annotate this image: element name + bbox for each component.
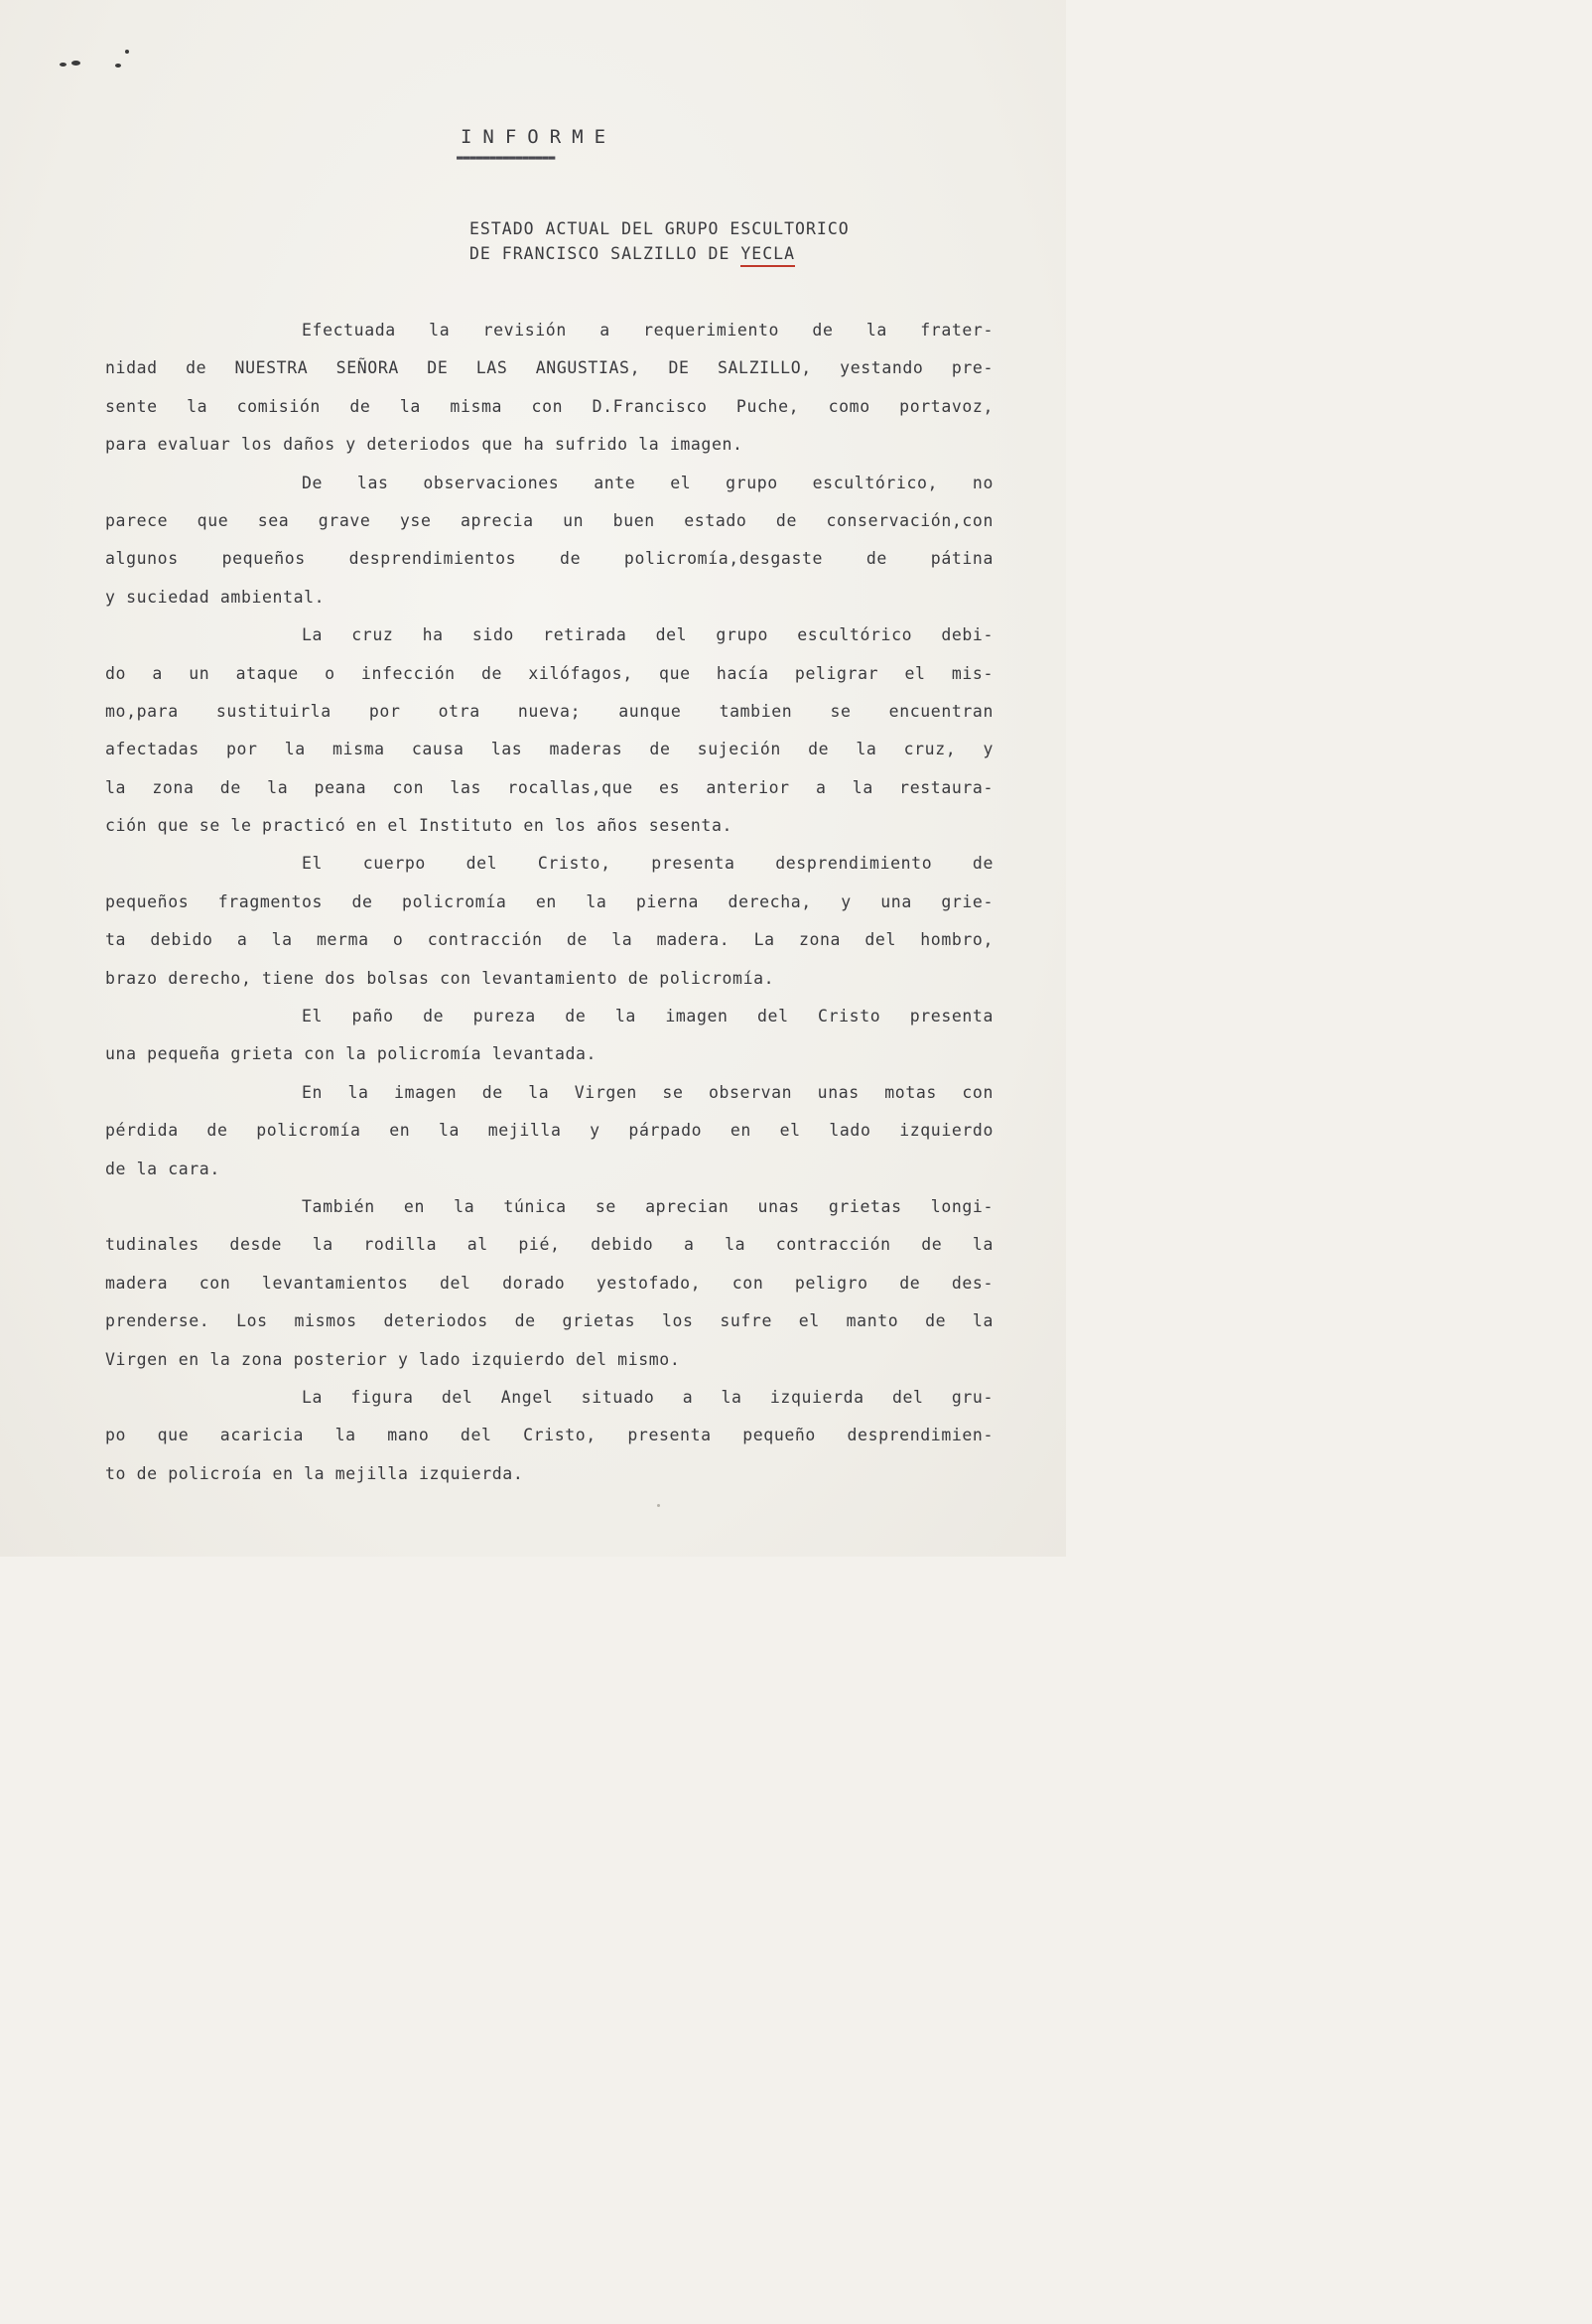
paper-speck <box>657 1504 660 1507</box>
body-line: pérdida de policromía en la mejilla y párpado en el lado izquierdo <box>105 1121 994 1141</box>
body-line: El paño de pureza de la imagen del Cristo presenta <box>302 1007 994 1026</box>
body-line: De las observaciones ante el grupo escultórico, no <box>302 473 994 492</box>
body-line: to de policroía en la mejilla izquierda. <box>105 1463 524 1483</box>
subject-place-underlined: YECLA <box>740 243 795 267</box>
body-line: Efectuada la revisión a requerimiento de la frater- <box>302 321 994 340</box>
subject-line-1: ESTADO ACTUAL DEL GRUPO ESCULTORICO <box>469 219 850 238</box>
document-title: INFORME <box>460 126 617 148</box>
document-page <box>0 0 1066 1557</box>
title-underline: ▬▬▬▬▬▬▬▬▬▬▬▬▬▬▬ <box>457 151 556 164</box>
body-line: y suciedad ambiental. <box>105 587 326 607</box>
body-line: pequeños fragmentos de policromía en la pierna derecha, y una grie- <box>105 891 994 911</box>
report-body <box>105 312 994 1493</box>
body-line: parece que sea grave yse aprecia un buen estado de conservación,con <box>105 510 994 530</box>
body-line: mo,para sustituirla por otra nueva; aunque tambien se encuentran <box>105 701 994 721</box>
subject-heading <box>469 216 850 267</box>
body-line: La figura del Angel situado a la izquierda del gru- <box>302 1387 994 1407</box>
body-line: sente la comisión de la misma con D.Francisco Puche, como portavoz, <box>105 396 994 416</box>
body-line: En la imagen de la Virgen se observan unas motas con <box>302 1082 994 1102</box>
body-line: la zona de la peana con las rocallas,que es anterior a la restaura- <box>105 777 994 797</box>
body-line: ta debido a la merma o contracción de la madera. La zona del hombro, <box>105 930 994 950</box>
subject-line-2-prefix: DE FRANCISCO SALZILLO DE <box>469 244 741 263</box>
body-line: algunos pequeños desprendimientos de policromía,desgaste de pátina <box>105 549 994 569</box>
body-line: do a un ataque o infección de xilófagos, que hacía peligrar el mis- <box>105 663 994 683</box>
body-line: para evaluar los daños y deteriodos que ha sufrido la imagen. <box>105 435 743 455</box>
body-line: prenderse. Los mismos deteriodos de grietas los sufre el manto de la <box>105 1311 994 1331</box>
body-line: Virgen en la zona posterior y lado izquierdo del mismo. <box>105 1349 681 1369</box>
body-line: tudinales desde la rodilla al pié, debido a la contracción de la <box>105 1235 994 1255</box>
body-line: ción que se le practicó en el Instituto en los años sesenta. <box>105 816 733 836</box>
body-line: de la cara. <box>105 1159 220 1178</box>
body-line: También en la túnica se aprecian unas grietas longi- <box>302 1196 994 1216</box>
body-line: nidad de NUESTRA SEÑORA DE LAS ANGUSTIAS, DE SALZILLO, yestando pre- <box>105 358 994 378</box>
body-line: brazo derecho, tiene dos bolsas con levantamiento de policromía. <box>105 968 775 988</box>
body-line: El cuerpo del Cristo, presenta desprendimiento de <box>302 854 994 874</box>
body-line: La cruz ha sido retirada del grupo escultórico debi- <box>302 625 994 645</box>
body-line: afectadas por la misma causa las maderas de sujeción de la cruz, y <box>105 740 994 759</box>
paper-specks <box>58 48 147 77</box>
subject-line-2 <box>469 241 850 267</box>
body-line: madera con levantamientos del dorado yestofado, con peligro de des- <box>105 1273 994 1293</box>
body-line: po que acaricia la mano del Cristo, presenta pequeño desprendimien- <box>105 1426 994 1445</box>
body-line: una pequeña grieta con la policromía levantada. <box>105 1044 597 1064</box>
